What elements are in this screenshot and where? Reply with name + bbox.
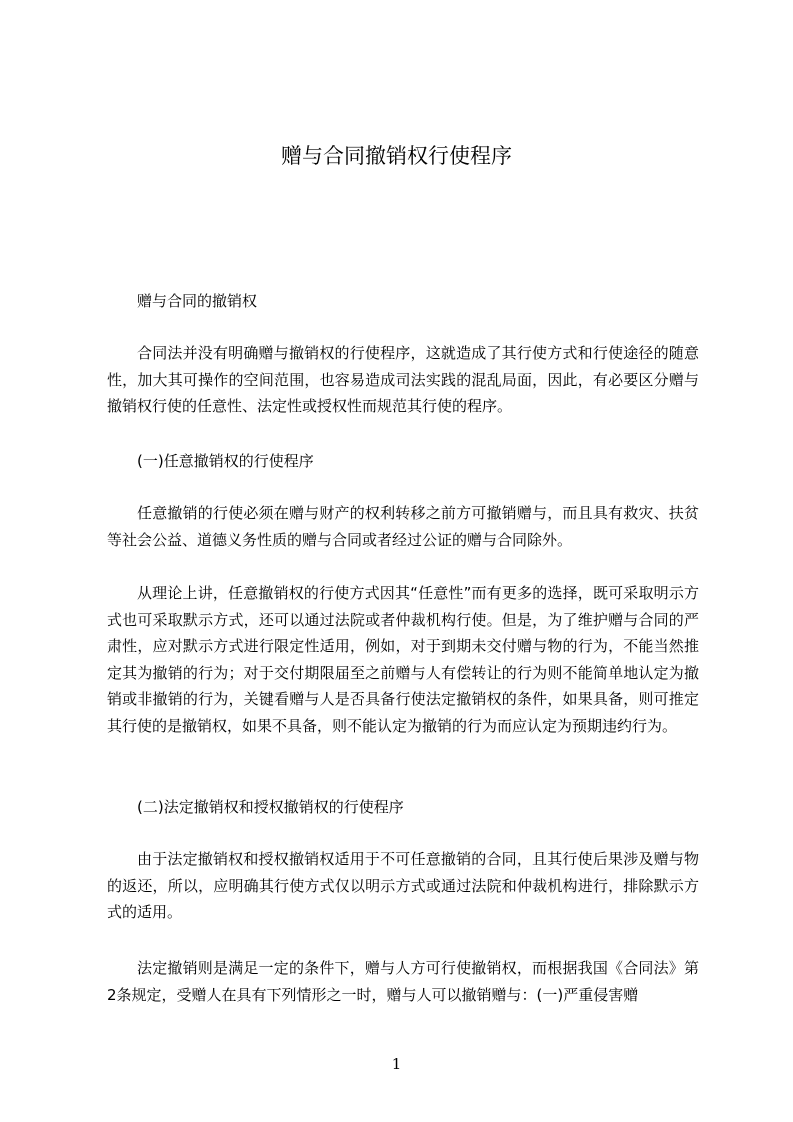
subsection-2-paragraph-2: 法定撤销则是满足一定的条件下，赠与人方可行使撤销权，而根据我国《合同法》第2条规定，受赠人在具有下列情形之一时，赠与人可以撤销赠与：(一)严重侵害赠 [107, 959, 699, 1004]
document-title: 赠与合同撤销权行使程序 [281, 144, 512, 168]
subsection-2-paragraph-1: 由于法定撤销权和授权撤销权适用于不可任意撤销的合同，且其行使后果涉及赠与物的返还，所以，应明确其行使方式仅以明示方式或通过法院和仲裁机构进行，排除默示方式的适用。 [107, 850, 699, 921]
page-number: 1 [391, 1055, 402, 1073]
subsection-1-paragraph-1: 任意撤销的行使必须在赠与财产的权利转移之前方可撤销赠与，而且具有救灾、扶贫等社会公益、道德义务性质的赠与合同或者经过公证的赠与合同除外。 [107, 504, 699, 549]
subsection-heading-2: (二)法定撤销权和授权撤销权的行使程序 [137, 798, 404, 816]
subsection-heading-1: (一)任意撤销权的行使程序 [137, 452, 314, 470]
intro-paragraph: 合同法并没有明确赠与撤销权的行使程序，这就造成了其行使方式和行使途径的随意性，加大其可操作的空间范围，也容易造成司法实践的混乱局面，因此，有必要区分赠与撤销权行使的任意性、法定性或授权性而规范其行使的程序。 [107, 344, 699, 415]
subsection-1-paragraph-2: 从理论上讲，任意撤销权的行使方式因其“任意性”而有更多的选择，既可采取明示方式也可采取默示方式，还可以通过法院或者仲裁机构行使。但是，为了维护赠与合同的严肃性，应对默示方式进行限定性适用，例如，对于到期未交付赠与物的行为，不能当然推定其为撤销的行为；对于交付期限届至之前赠与人有偿转让的行为则不能简单地认定为撤销或非撤销的行为，关键看赠与人是否具备行使法定撤销权的条件，如果具备，则可推定其行使的是撤销权，如果不具备，则不能认定为撤销的行为而应认定为预期违约行为。 [107, 584, 699, 735]
section-heading: 赠与合同的撤销权 [137, 292, 258, 310]
